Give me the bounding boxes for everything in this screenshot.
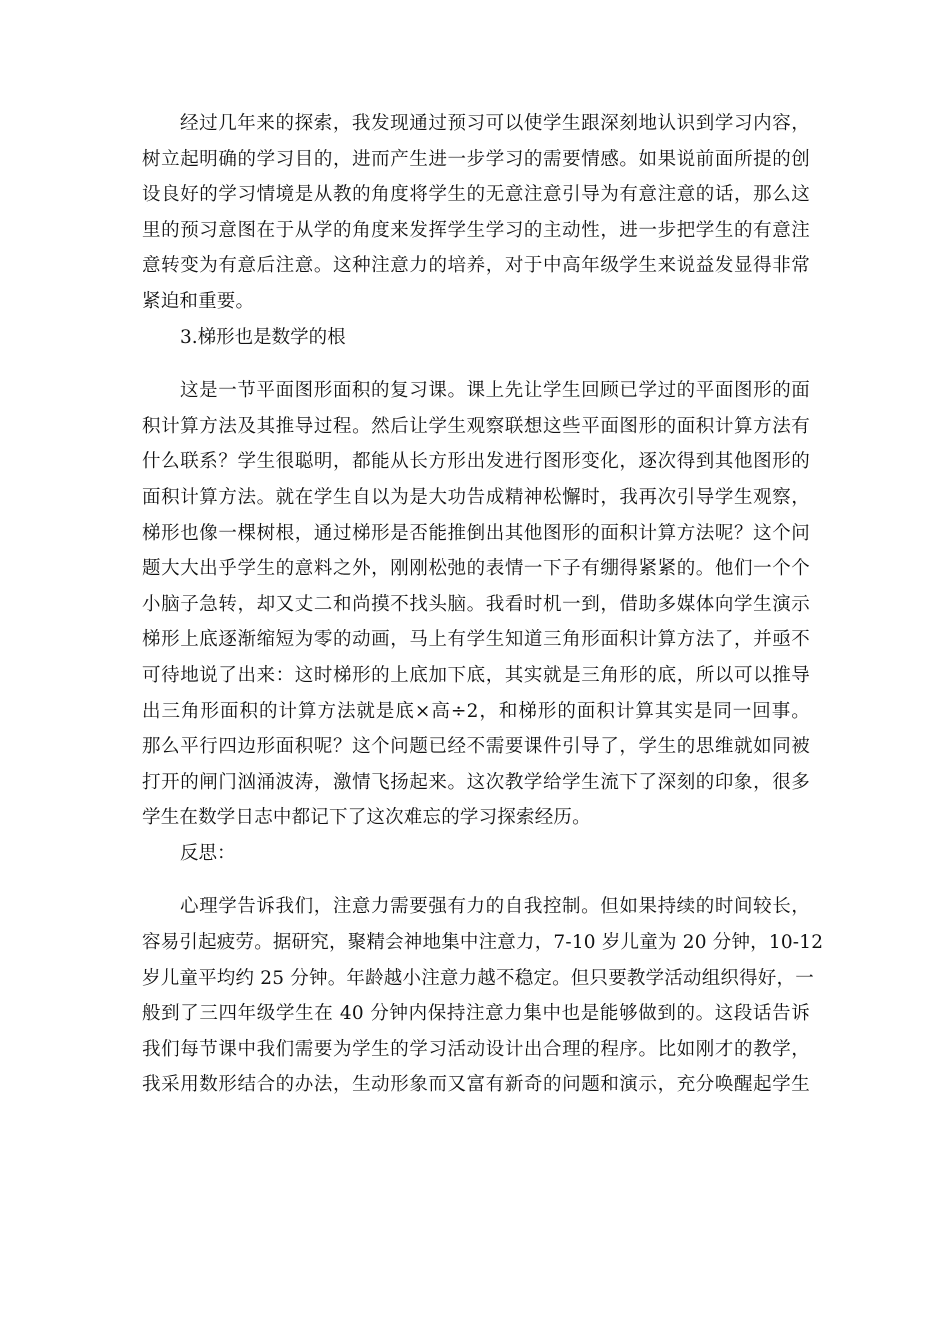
text-line: 我采用数形结合的办法，生动形象而又富有新奇的问题和演示，充分唤醒起学生 <box>142 1074 810 1096</box>
text-line: 面积计算方法。就在学生自以为是大功告成精神松懈时，我再次引导学生观察， <box>142 486 810 508</box>
text-line: 里的预习意图在于从学的角度来发挥学生学习的主动性，进一步把学生的有意注 <box>142 219 810 241</box>
text-line: 树立起明确的学习目的，进而产生进一步学习的需要情感。如果说前面所提的创 <box>142 148 810 170</box>
text-line: 什么联系？学生很聪明，都能从长方形出发进行图形变化，逐次得到其他图形的 <box>142 451 810 473</box>
text-line: 心理学告诉我们，注意力需要强有力的自我控制。但如果持续的时间较长， <box>180 896 810 918</box>
text-line: 积计算方法及其推导过程。然后让学生观察联想这些平面图形的面积计算方法有 <box>142 415 810 437</box>
text-line: 梯形上底逐渐缩短为零的动画，马上有学生知道三角形面积计算方法了，并亟不 <box>142 629 810 651</box>
text-line: 这是一节平面图形面积的复习课。课上先让学生回顾已学过的平面图形的面 <box>180 380 810 402</box>
text-line: 般到了三四年级学生在 40 分钟内保持注意力集中也是能够做到的。这段话告诉 <box>142 1003 810 1025</box>
text-line: 设良好的学习情境是从教的角度将学生的无意注意引导为有意注意的话，那么这 <box>142 184 810 206</box>
text-line: 岁儿童平均约 25 分钟。年龄越小注意力越不稳定。但只要教学活动组织得好，一 <box>142 967 814 989</box>
section-heading-trapezoid: 3.梯形也是数学的根 <box>180 326 346 348</box>
text-line: 学生在数学日志中都记下了这次难忘的学习探索经历。 <box>142 807 591 829</box>
text-line: 小脑子急转，却又丈二和尚摸不找头脑。我看时机一到，借助多媒体向学生演示 <box>142 593 810 615</box>
text-line: 意转变为有意后注意。这种注意力的培养，对于中高年级学生来说益发显得非常 <box>142 255 810 277</box>
text-line: 题大大出乎学生的意料之外，刚刚松弛的表情一下子有绷得紧紧的。他们一个个 <box>142 558 810 580</box>
text-line: 那么平行四边形面积呢？这个问题已经不需要课件引导了，学生的思维就如同被 <box>142 736 810 758</box>
paragraph-reflection <box>142 889 824 1103</box>
text-line: 容易引起疲劳。据研究，聚精会神地集中注意力，7-10 岁儿童为 20 分钟，10-12 <box>142 932 824 954</box>
text-line: 打开的闸门汹涌波涛，激情飞扬起来。这次教学给学生流下了深刻的印象，很多 <box>142 771 810 793</box>
paragraph-trapezoid-lesson <box>142 373 810 836</box>
text-line: 可待地说了出来：这时梯形的上底加下底，其实就是三角形的底，所以可以推导 <box>142 664 810 686</box>
section-heading-reflection: 反思： <box>180 842 236 864</box>
text-line: 紧迫和重要。 <box>142 290 255 312</box>
document-body <box>142 106 824 1103</box>
text-line: 出三角形面积的计算方法就是底×高÷2，和梯形的面积计算其实是同一回事。 <box>142 700 810 722</box>
paragraph-exploration <box>142 106 810 320</box>
text-line: 经过几年来的探索，我发现通过预习可以使学生跟深刻地认识到学习内容， <box>180 113 810 134</box>
text-line: 梯形也像一棵树根，通过梯形是否能推倒出其他图形的面积计算方法呢？这个问 <box>142 522 810 544</box>
text-line: 我们每节课中我们需要为学生的学习活动设计出合理的程序。比如刚才的教学， <box>142 1038 810 1060</box>
